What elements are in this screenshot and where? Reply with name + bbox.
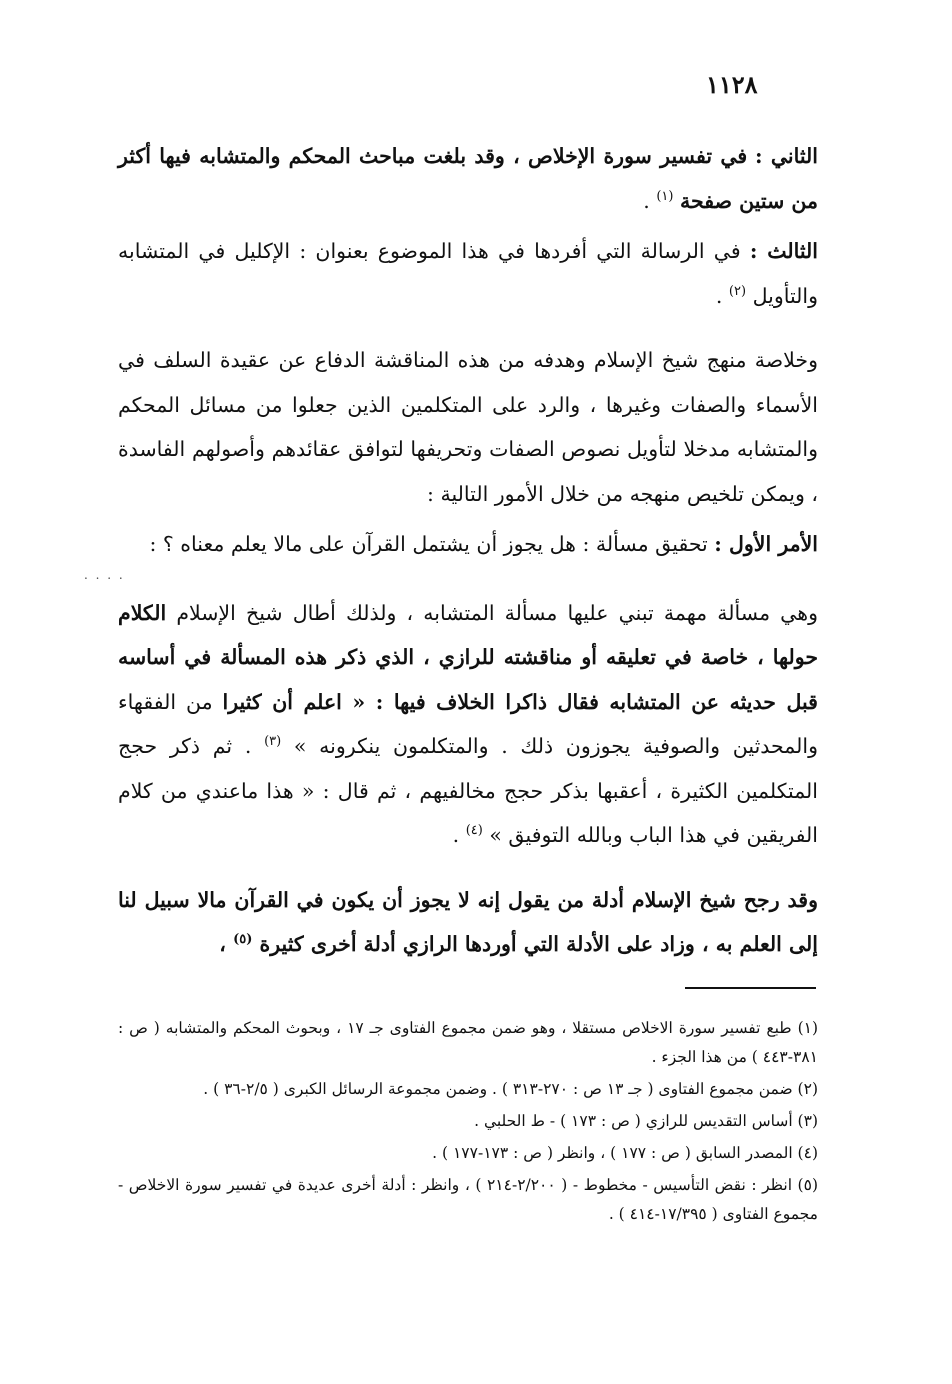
footnote-1: (١) طبع تفسير سورة الاخلاص مستقلا ، وهو ضمن مجموع الفتاوى جـ ١٧ ، وبحوث المحكم والمتشابه ( ص : ٣٨١-٤٤٣ ) من هذا الجزء .: [118, 1019, 819, 1066]
paragraph-conclusion: [118, 878, 818, 967]
main-text: [118, 134, 818, 967]
paragraph-second-point: [118, 134, 818, 223]
paragraph-summary: [118, 338, 818, 516]
footnote-4: (٤) المصدر السابق ( ص : ١٧٧ ) ، وانظر ( ص : ١٧٣-١٧٧ ) .: [432, 1144, 818, 1162]
footnote-ref[interactable]: (٥): [233, 932, 253, 948]
footnote-2: (٢) ضمن مجموع الفتاوى ( جـ ١٣ ص : ٢٧٠-٣١٣ ) . وضمن مجموعة الرسائل الكبرى ( ٢/٥-٣٦ ) .: [203, 1080, 818, 1098]
footnote-ref[interactable]: (٤): [465, 823, 483, 839]
footnote-ref[interactable]: (٢): [728, 283, 747, 299]
footnote-5: (٥) انظر : نقض التأسيس - مخطوط - ( ٢/٢٠٠-٢١٤ ) ، وانظر : أدلة أخرى عديدة في تفسير سورة الاخلاص - مجموع الفتاوى ( ١٧/٣٩٥-٤١٤ ) .: [118, 1176, 818, 1223]
paragraph-first-matter: [118, 522, 818, 567]
paragraph-end: .: [643, 188, 650, 213]
paragraph-third-point: [118, 229, 818, 318]
footnote-3: (٣) أساس التقديس للرازي ( ص : ١٧٣ ) - ط الحلبي .: [474, 1112, 818, 1130]
paragraph-end: ،: [219, 932, 226, 956]
paragraph-text: تحقيق مسألة : هل يجوز أن يشتمل القرآن على مالا يعلم معناه ؟ :: [149, 532, 708, 556]
page-number: ١١٢٨: [706, 70, 758, 99]
paragraph-text: . ثم ذكر حجج المتكلمين الكثيرة ، أعقبها بذكر حجج مخالفيهم ، ثم قال : « هذا ماعندي من كلام الفريقين في هذا الباب وبالله التوفيق »: [118, 734, 818, 847]
paragraph-lead: الثالث :: [749, 239, 818, 263]
paragraph-text-bold: الكلام حولها ، خاصة في تعليقه أو مناقشته للرازي ، الذي ذكر هذه المسألة في أساسه قبل حديثه عن المتشابه فقال ذاكرا الخلاف فيها : « اعلم أن كثيرا: [118, 600, 818, 714]
paragraph-text: من الفقهاء والمحدثين والصوفية يجوزون ذلك . والمتكلمون ينكرونه »: [118, 689, 818, 758]
paragraph-text: في تفسير سورة الإخلاص ، وقد بلغت مباحث المحكم والمتشابه فيها أكثر من ستين صفحة: [118, 144, 818, 213]
paragraph-text: في الرسالة التي أفردها في هذا الموضوع بعنوان : الإكليل في المتشابه والتأويل: [118, 239, 818, 308]
paragraph-end: .: [452, 823, 460, 847]
paragraph-text: وخلاصة منهج شيخ الإسلام وهدفه من هذه المناقشة الدفاع عن عقيدة السلف في الأسماء والصفات وغيرها ، والرد على المتكلمين الذين جعلوا من مسائل المحكم والمتشابه مدخلا لتأويل نصوص الصفات وتحريفها لتوافق عقائدهم وأصولهم الفاسدة ، ويمكن تلخيص منهجه من خلال الأمور التالية :: [118, 348, 818, 506]
paragraph-lead: الثاني :: [754, 144, 818, 168]
paragraph-end: .: [715, 283, 723, 308]
paragraph-lead: الأمر الأول :: [714, 532, 818, 556]
footnote-ref[interactable]: (١): [656, 188, 674, 204]
paragraph-text: وهي مسألة مهمة تبني عليها مسألة المتشابه ، ولذلك أطال شيخ الإسلام: [176, 600, 818, 625]
paragraph-text: وقد رجح شيخ الإسلام أدلة من يقول إنه لا يجوز أن يكون في القرآن مالا سبيل لنا إلى العلم به ، وزاد على الأدلة التي أوردها الرازي أدلة أخرى كثيرة: [118, 887, 818, 956]
paragraph-razi-discussion: [118, 591, 818, 858]
footnote-separator: [685, 987, 816, 989]
footnotes: [118, 1014, 818, 1229]
stray-marks: . . . .: [84, 568, 125, 582]
footnote-ref[interactable]: (٣): [264, 734, 282, 750]
